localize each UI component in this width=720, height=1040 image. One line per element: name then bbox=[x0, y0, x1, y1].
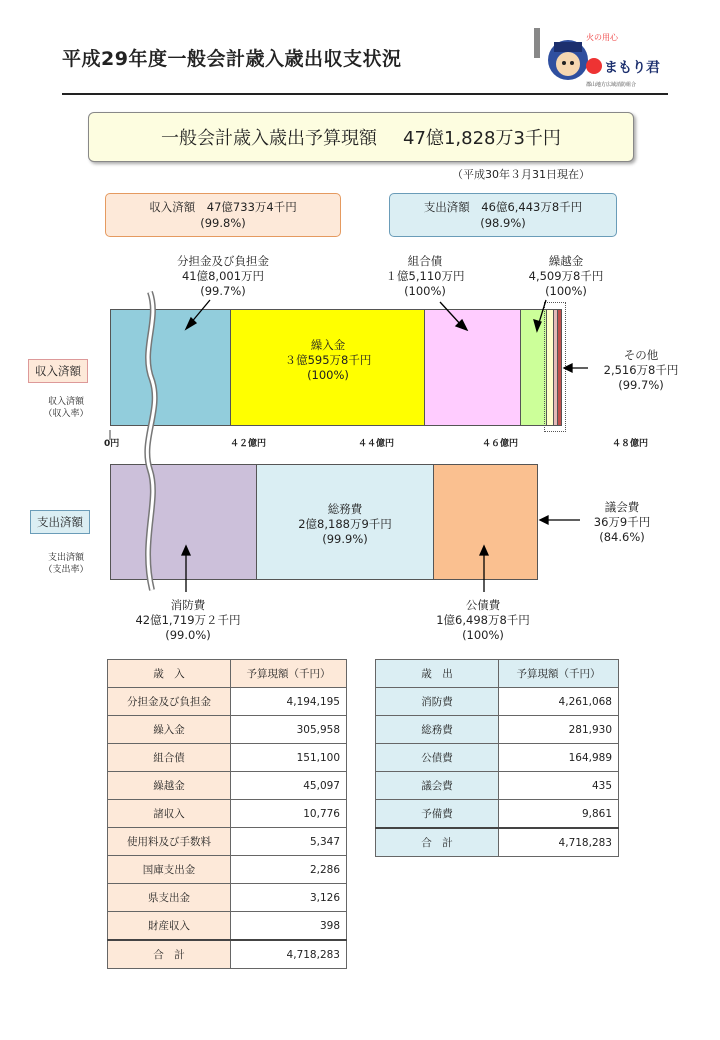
table-row: 諸収入 10,776 bbox=[108, 800, 347, 828]
budget-amount: 47億1,828万3千円 bbox=[403, 128, 561, 149]
expense-tag: 支出済額 bbox=[30, 510, 90, 534]
table-row: 使用料及び手数料 5,347 bbox=[108, 828, 347, 856]
table-row: 公債費 164,989 bbox=[376, 744, 619, 772]
table-row: 分担金及び負担金 4,194,195 bbox=[108, 688, 347, 716]
table-row: 消防費 4,261,068 bbox=[376, 688, 619, 716]
revenue-summary-amount: 収入済額 47億733万4千円 bbox=[149, 200, 297, 214]
revenue-note: 収入済額 （収入率） bbox=[43, 397, 89, 419]
label-general: 総務費 2億8,188万9千円 (99.9%) bbox=[298, 502, 392, 546]
revenue-summary-rate: (99.8%) bbox=[200, 216, 246, 230]
revenue-header-item: 歳 入 bbox=[108, 660, 231, 688]
table-row: 繰入金 305,958 bbox=[108, 716, 347, 744]
label-debt: 公債費 1億6,498万8千円 (100%) bbox=[436, 598, 530, 642]
revenue-table bbox=[107, 659, 347, 969]
as-of-date: （平成30年３月31日現在） bbox=[452, 168, 590, 181]
table-row: 国庫支出金 2,286 bbox=[108, 856, 347, 884]
revenue-header-amount: 予算現額（千円） bbox=[231, 660, 347, 688]
axis-tick-42: ４２億円 bbox=[230, 439, 267, 449]
axis-tick-48: ４８億円 bbox=[612, 439, 649, 449]
label-kumiai: 分担金及び負担金 41億8,001万円 (99.7%) bbox=[177, 254, 269, 298]
expense-summary-amount: 支出済額 46億6,443万8千円 bbox=[423, 200, 583, 214]
table-row: 財産収入 398 bbox=[108, 912, 347, 941]
axis-tick-0: 0円 bbox=[104, 439, 120, 449]
table-row: 予備費 9,861 bbox=[376, 800, 619, 829]
expense-header-item: 歳 出 bbox=[376, 660, 499, 688]
expense-note: 支出済額 （支出率） bbox=[43, 553, 89, 575]
revenue-tag: 収入済額 bbox=[28, 359, 88, 383]
label-other: その他 2,516万8千円 (99.7%) bbox=[603, 348, 679, 392]
budget-label: 一般会計歳入歳出予算現額 bbox=[161, 128, 378, 149]
expense-total-row: 合 計 4,718,283 bbox=[376, 828, 619, 857]
page-title: 平成29年度一般会計歳入歳出収支状況 bbox=[62, 48, 402, 70]
expense-header-amount: 予算現額（千円） bbox=[499, 660, 619, 688]
table-row: 県支出金 3,126 bbox=[108, 884, 347, 912]
logo-name: まもり君 bbox=[604, 60, 660, 76]
label-council: 議会費 36万9千円 (84.6%) bbox=[593, 500, 651, 544]
label-kurire: 繰入金 ３億595万8千円 (100%) bbox=[284, 338, 372, 382]
table-row: 総務費 281,930 bbox=[376, 716, 619, 744]
table-row: 繰越金 45,097 bbox=[108, 772, 347, 800]
axis-tick-44: ４４億円 bbox=[358, 439, 395, 449]
label-bond: 組合債 １億5,110万円 (100%) bbox=[385, 254, 465, 298]
revenue-total-row: 合 計 4,718,283 bbox=[108, 940, 347, 969]
axis-tick-46: ４６億円 bbox=[482, 439, 519, 449]
label-carry: 繰越金 4,509万8千円 (100%) bbox=[528, 254, 604, 298]
expense-table bbox=[375, 659, 619, 857]
logo-org: 郡山地方広域消防組合 bbox=[586, 82, 637, 88]
table-row: 議会費 435 bbox=[376, 772, 619, 800]
logo-slogan: 火の用心 bbox=[586, 33, 618, 42]
label-fire: 消防費 42億1,719万２千円 (99.0%) bbox=[135, 598, 241, 642]
expense-summary-rate: (98.9%) bbox=[480, 216, 526, 230]
table-row: 組合債 151,100 bbox=[108, 744, 347, 772]
